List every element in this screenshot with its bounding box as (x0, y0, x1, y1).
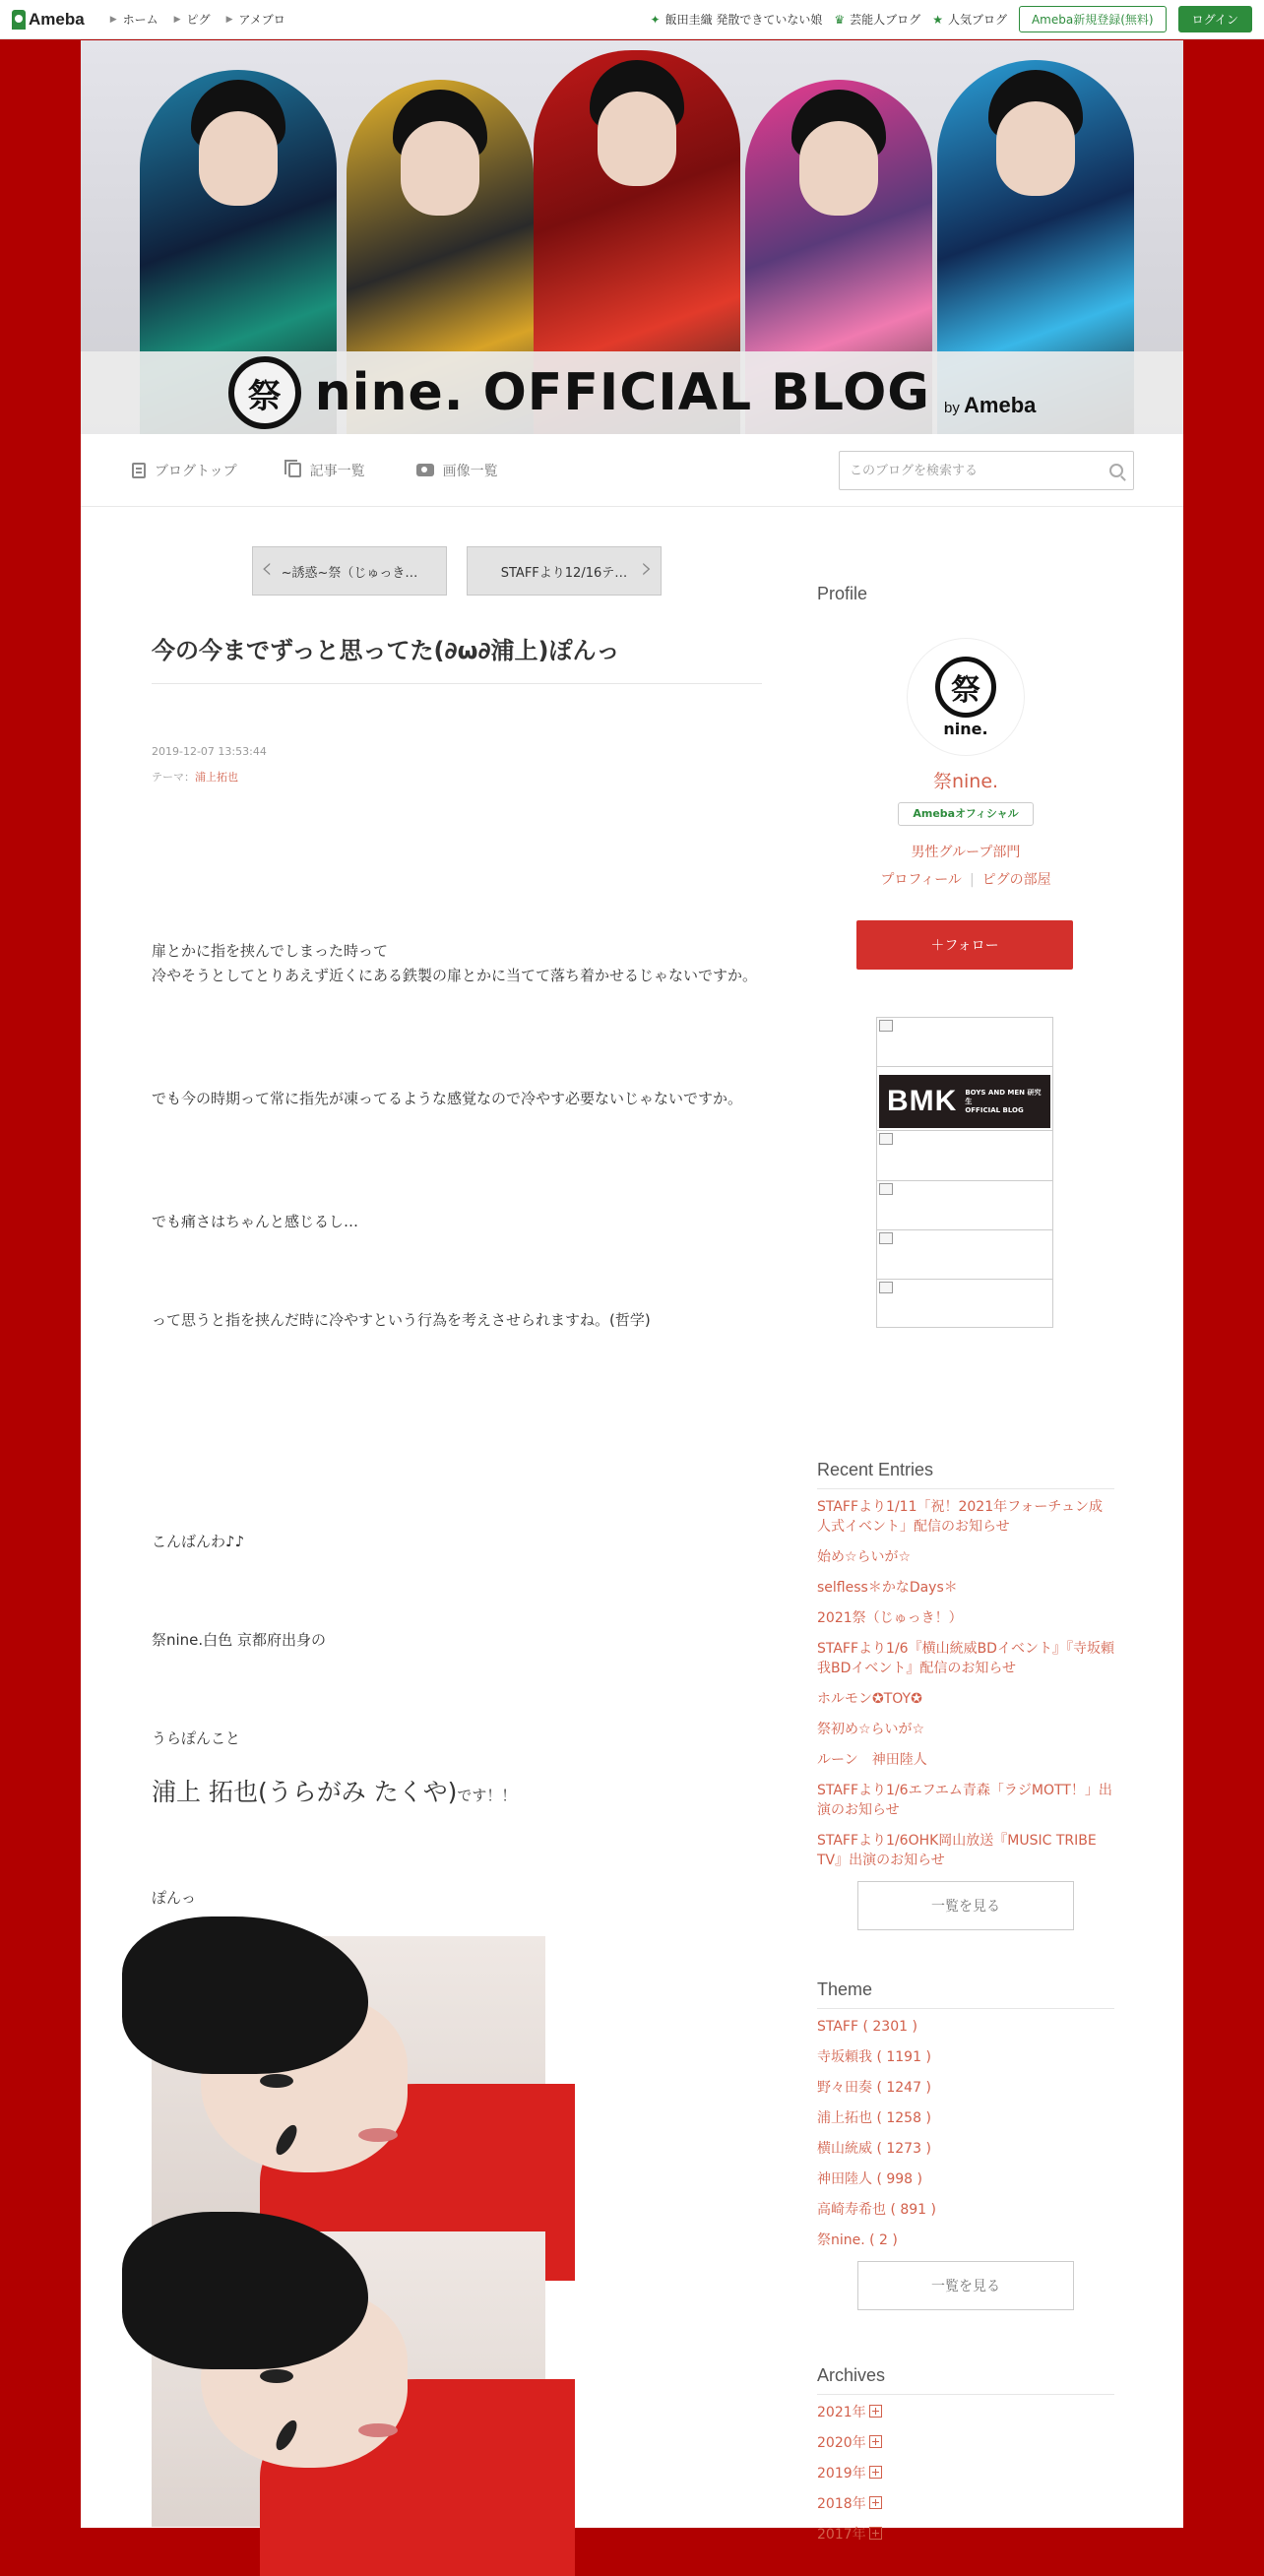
blog-top-label: ブログトップ (155, 463, 237, 479)
theme-link[interactable]: 野々田奏 ( 1247 ) (817, 2080, 931, 2096)
nav-link-pigg[interactable] (174, 11, 211, 28)
expand-plus-icon[interactable] (869, 2527, 882, 2540)
bmk-banner[interactable] (879, 1075, 1050, 1128)
recent-entry-link[interactable]: 2021祭（じゅっき！） (817, 1610, 963, 1626)
profile-category-link[interactable]: 男性グループ部門 (911, 845, 1021, 860)
theme-more-button[interactable]: 一覧を見る (857, 2261, 1074, 2310)
prev-entry-button[interactable] (252, 546, 447, 596)
profile-link[interactable]: プロフィール (880, 872, 962, 888)
broken-image-icon (879, 1133, 893, 1145)
image-list-link[interactable] (416, 461, 498, 480)
entry-date: 2019-12-07 13:53:44 (152, 745, 267, 758)
archive-year[interactable] (817, 2433, 1114, 2453)
avatar-text: nine. (943, 719, 988, 738)
topnav-right (651, 6, 1252, 32)
recent-entry-link[interactable]: STAFFより1/6『横山統威BDイベント』『寺坂頼我BDイベント』配信のお知らせ (817, 1641, 1114, 1676)
matsuri-logo-seal: 祭 (228, 356, 301, 429)
archive-year[interactable] (817, 2525, 1114, 2545)
theme-link[interactable]: 横山統威 ( 1273 ) (817, 2141, 931, 2157)
recent-entry-link[interactable]: STAFFより1/11「祝！2021年フォーチュン成人式イベント」配信のお知らせ (817, 1499, 1103, 1535)
bmk-subtitle-line: BOYS AND MEN 研究生 (965, 1088, 1042, 1105)
nav-link-label: アメブロ (238, 13, 285, 27)
recent-entries-heading: Recent Entries (817, 1460, 1114, 1489)
featured-blog-link[interactable] (651, 11, 823, 28)
recent-entry-link[interactable]: selfless＊かなDays＊ (817, 1580, 958, 1596)
expand-plus-icon[interactable] (869, 2466, 882, 2479)
prev-entry-label: ~誘惑~祭（じゅっき… (281, 565, 418, 581)
recent-entry-link[interactable]: STAFFより1/6エフエム青森「ラジMOTT！」出演のお知らせ (817, 1783, 1112, 1818)
entry-photo[interactable] (152, 1936, 545, 2231)
celebrity-blog-label: 芸能人ブログ (850, 13, 921, 27)
broken-image-icon (879, 1232, 893, 1244)
recent-entry-link[interactable]: 始め☆らいが☆ (817, 1549, 912, 1565)
nav-link-label: ホーム (122, 13, 158, 27)
entry-name-heading (152, 1775, 762, 1813)
entry-theme-label: テーマ： (152, 771, 195, 784)
avatar-seal: 祭 (935, 657, 996, 718)
bmk-subtitle (965, 1089, 1043, 1115)
entry-theme-link[interactable]: 浦上拓也 (195, 771, 238, 784)
expand-plus-icon[interactable] (869, 2435, 882, 2448)
banner-slot[interactable] (877, 1280, 1052, 1329)
entry-paragraph: 祭nine.白色 京都府出身の (152, 1631, 326, 1649)
recent-entries-list (817, 1497, 1114, 1870)
archive-year[interactable] (817, 2403, 1114, 2422)
chevron-right-icon: › (641, 551, 653, 586)
banner-slot[interactable] (877, 1018, 1052, 1067)
star-icon: ★ (932, 12, 943, 27)
banner-by-label: by (944, 400, 960, 416)
copy-icon (288, 463, 301, 477)
banner-slot[interactable] (877, 1230, 1052, 1280)
broken-image-icon (879, 1282, 893, 1293)
archive-year-label: 2017年 (817, 2527, 866, 2543)
featured-blog-label: 飯田圭織 発散できていない娘 (664, 13, 823, 27)
entry-text: 冷やそうとしてとりあえず近くにある鉄製の扉とかに当てて落ち着かせるじゃないですか。 (152, 967, 758, 984)
entry-paragraph: うらぽんこと (152, 1729, 241, 1747)
theme-link[interactable]: STAFF ( 2301 ) (817, 2019, 917, 2035)
entry-paragraph: でも痛さはちゃんと感じるし… (152, 1213, 359, 1230)
entry-paragraph: でも今の時期って常に指先が凍ってるような感覚なので冷やす必要ないじゃないですか。 (152, 1090, 743, 1107)
nav-link-label: ピグ (186, 13, 211, 27)
blog-header-banner[interactable] (81, 40, 1183, 434)
blog-search-input[interactable] (850, 464, 1109, 478)
entry-paragraph: ぽんっ (152, 1889, 197, 1907)
crown-icon: ♛ (834, 12, 846, 27)
archive-year-label: 2020年 (817, 2435, 866, 2451)
broken-image-icon (879, 1020, 893, 1032)
entry-name-suffix: です！！ (457, 1787, 517, 1804)
archives-heading: Archives (817, 2365, 1114, 2395)
banner-slot[interactable] (877, 1130, 1052, 1181)
pigg-room-link[interactable]: ピグの部屋 (981, 872, 1051, 888)
banner-by-brand: Ameba (964, 393, 1037, 417)
recent-entries-more-button[interactable]: 一覧を見る (857, 1881, 1074, 1930)
theme-heading: Theme (817, 1979, 1114, 2009)
expand-plus-icon[interactable] (869, 2496, 882, 2509)
nav-link-ameblo[interactable] (226, 11, 285, 28)
archive-year-label: 2019年 (817, 2466, 866, 2482)
chevron-right-icon: ▶ (173, 14, 181, 25)
archive-year-label: 2021年 (817, 2405, 866, 2420)
camera-icon (416, 464, 434, 476)
entry-text: 扉とかに指を挟んでしまった時って (152, 942, 389, 960)
recent-entry-link[interactable]: STAFFより1/6OHK岡山放送『MUSIC TRIBE TV』出演のお知らせ (817, 1833, 1097, 1868)
recent-entry-link[interactable]: ルーン 神田陸人 (817, 1752, 927, 1768)
profile-name[interactable]: 祭nine. (932, 771, 999, 792)
follow-button[interactable]: ＋フォロー (856, 920, 1073, 970)
image-list-label: 画像一覧 (442, 463, 498, 479)
entry-pager (152, 546, 762, 596)
banner-widget (876, 1017, 1053, 1328)
theme-link[interactable]: 神田陸人 ( 998 ) (817, 2171, 922, 2187)
search-icon[interactable] (1109, 464, 1123, 477)
global-nav (0, 0, 1264, 39)
register-button[interactable]: Ameba新規登録(無料) (1019, 6, 1167, 32)
popular-blog-link[interactable] (932, 11, 1007, 28)
next-entry-button[interactable] (467, 546, 662, 596)
theme-link[interactable]: 浦上拓也 ( 1258 ) (817, 2110, 931, 2126)
nav-link-home[interactable] (110, 11, 158, 28)
banner-title: nine. OFFICIAL BLOG (314, 363, 930, 422)
theme-section (817, 1979, 1114, 2310)
chevron-left-icon: ‹ (261, 551, 273, 586)
ameba-logo[interactable] (12, 10, 85, 30)
banner-by-ameba (944, 393, 1036, 418)
blog-nav (81, 434, 1183, 507)
theme-list (817, 2017, 1114, 2250)
chevron-right-icon: ▶ (225, 14, 233, 25)
theme-link[interactable]: 祭nine. ( 2 ) (817, 2232, 898, 2248)
recent-entry-link[interactable]: ホルモン✪TOY✪ (817, 1691, 922, 1707)
bmk-logo-text: BMK (887, 1085, 958, 1117)
entry-name: 浦上 拓也(うらがみ たくや) (152, 1778, 458, 1806)
expand-plus-icon[interactable] (869, 2405, 882, 2418)
official-badge: Amebaオフィシャル (898, 802, 1034, 826)
entry-list-link[interactable] (288, 461, 365, 480)
archive-year-label: 2018年 (817, 2496, 866, 2512)
entry-list-label: 記事一覧 (309, 463, 365, 479)
archives-list (817, 2403, 1114, 2545)
theme-link[interactable]: 高崎寿希也 ( 891 ) (817, 2202, 936, 2218)
banner-title-band (81, 351, 1183, 434)
ameba-logo-icon (12, 10, 26, 30)
profile-heading: Profile (817, 584, 868, 603)
ameba-logo-text: Ameba (29, 9, 85, 29)
blog-top-link[interactable] (132, 461, 237, 480)
popular-blog-label: 人気ブログ (947, 13, 1007, 27)
entry-photo[interactable] (152, 2231, 545, 2527)
sparkle-icon: ✦ (650, 12, 661, 27)
archive-year[interactable] (817, 2494, 1114, 2514)
document-icon (132, 463, 146, 478)
banner-slot[interactable] (877, 1181, 1052, 1230)
next-entry-label: STAFFより12/16テ… (500, 565, 628, 581)
bmk-subtitle-line: OFFICIAL BLOG (965, 1105, 1024, 1114)
archive-year[interactable] (817, 2464, 1114, 2483)
profile-links: プロフィール | ピグの部屋 (880, 872, 1051, 888)
theme-link[interactable]: 寺坂頼我 ( 1191 ) (817, 2049, 931, 2065)
recent-entries-section (817, 1460, 1114, 1930)
blog-page (81, 40, 1183, 2543)
entry-theme (152, 769, 238, 785)
entry-title: 今の今までずっと思ってた(∂ω∂浦上)ぽんっ (152, 631, 762, 684)
celebrity-blog-link[interactable] (834, 11, 920, 28)
recent-entry-link[interactable]: 祭初め☆らいが☆ (817, 1722, 925, 1737)
entry-paragraph (152, 939, 762, 988)
chevron-right-icon: ▶ (109, 14, 117, 25)
archives-section (817, 2365, 1114, 2555)
blog-search (839, 451, 1134, 490)
profile-avatar[interactable] (908, 639, 1024, 755)
entry-paragraph: って思うと指を挟んだ時に冷やすという行為を考えさせられますね。(哲学) (152, 1311, 651, 1329)
login-button[interactable]: ログイン (1178, 6, 1252, 32)
entry-paragraph: こんばんわ♪♪ (152, 1533, 245, 1550)
broken-image-icon (879, 1183, 893, 1195)
